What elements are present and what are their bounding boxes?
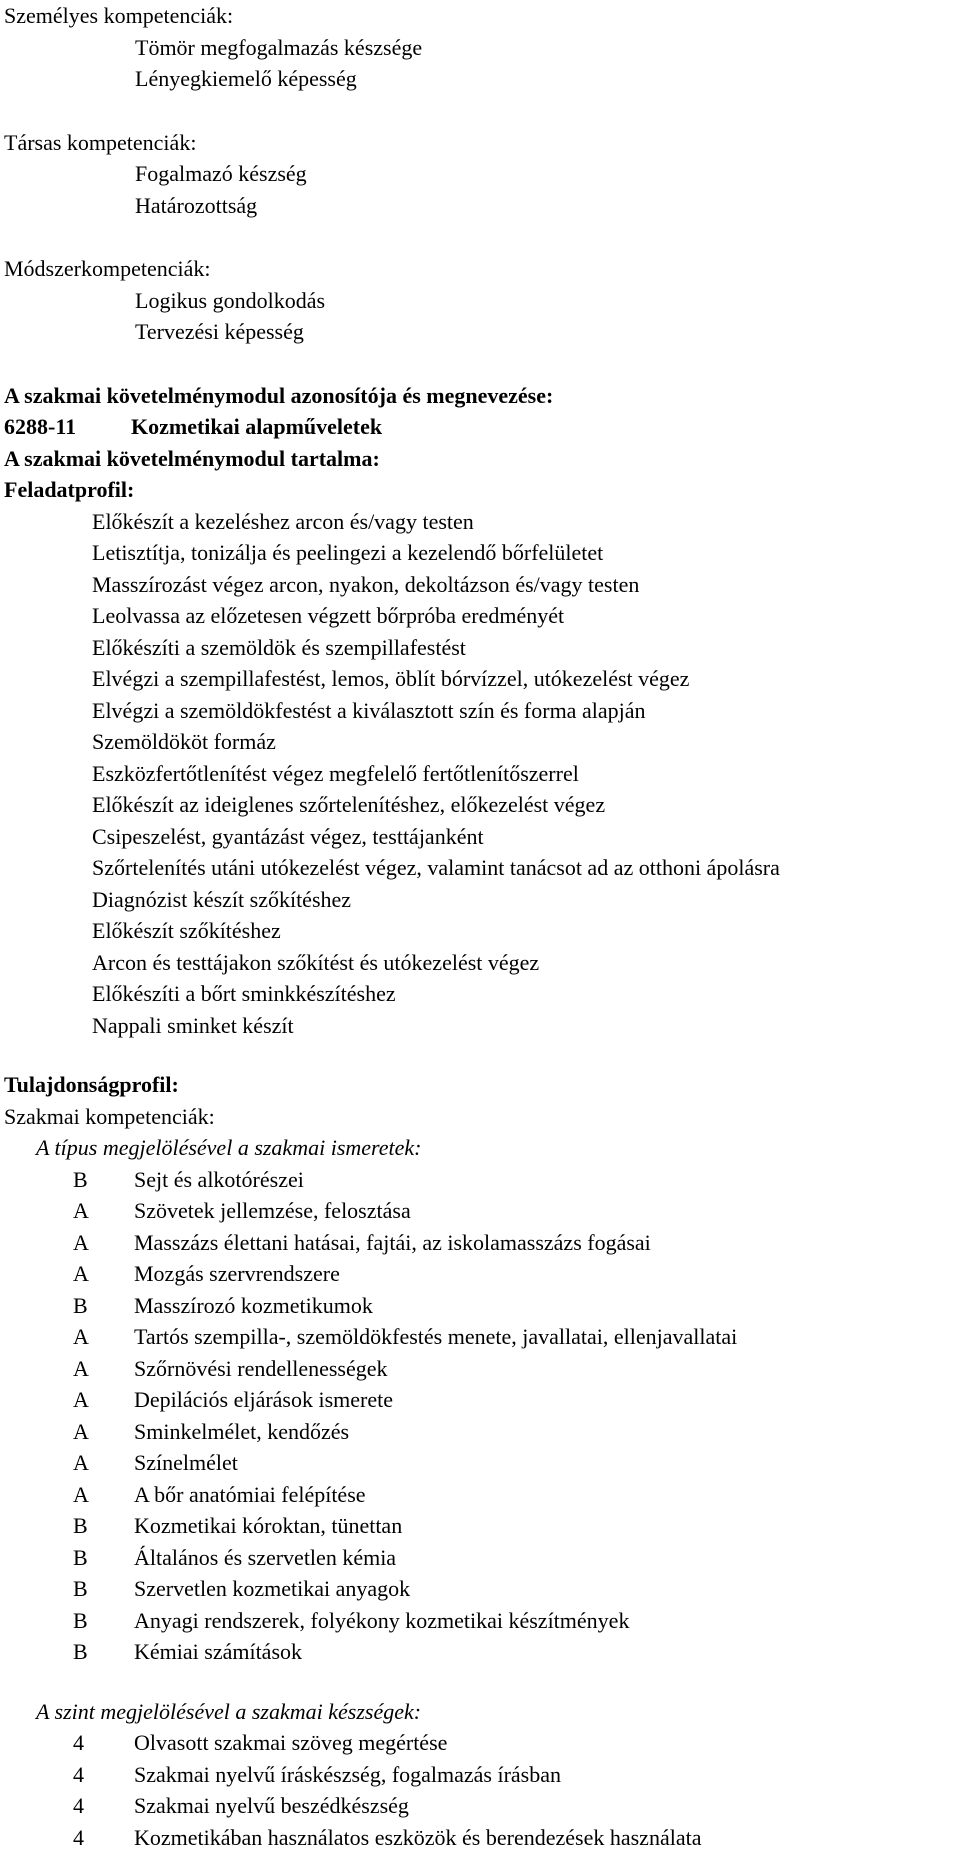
task-item: Előkészít az ideiglenes szőrtelenítéshez, előkezelést végez [92,792,606,817]
task-item: Leolvassa az előzetesen végzett bőrpróba eredményét [92,603,565,628]
skill-item [4,1790,954,1822]
knowledge-item [4,1605,954,1637]
task-list [4,506,954,1042]
personal-competencies [4,0,954,95]
module-content-heading: A szakmai követelménymodul tartalma: [4,445,380,471]
knowledge-heading: A típus megjelölésével a szakmai ismeretek: [36,1135,422,1160]
task-item: Diagnózist készít szőkítéshez [92,886,352,912]
skill-item [4,1727,954,1759]
knowledge-text: Sejt és alkotórészei [134,1166,304,1192]
task-item: Előkészíti a bőrt sminkkészítéshez [92,981,396,1006]
task-item: Nappali sminket készít [92,1012,294,1038]
type-mark: A [73,1198,89,1223]
knowledge-text: Sminkelmélet, kendőzés [134,1418,350,1444]
competency-item: Tömör megfogalmazás készsége [135,34,423,60]
knowledge-item [4,1227,954,1259]
task-item: Letisztítja, tonizálja és peelingezi a kezelendő bőrfelületet [92,540,604,565]
type-mark: B [73,1513,88,1538]
section-heading: Társas kompetenciák: [4,129,197,155]
competency-item: Tervezési képesség [135,319,304,344]
knowledge-text: Masszírozó kozmetikumok [134,1292,373,1318]
method-competencies [4,253,954,348]
knowledge-text: Szövetek jellemzése, felosztása [134,1198,411,1223]
knowledge-item [4,1384,954,1416]
knowledge-text: Színelmélet [134,1450,238,1475]
module-name: Kozmetikai alapműveletek [131,414,383,439]
task-item: Arcon és testtájakon szőkítést és utókezelést végez [92,949,540,975]
competency-item: Határozottság [135,192,258,218]
task-item: Csipeszelést, gyantázást végez, testtájanként [92,823,484,849]
social-competencies [4,127,954,222]
module-section [4,380,954,1042]
knowledge-item [4,1195,954,1227]
type-mark: B [73,1166,88,1192]
knowledge-item [4,1353,954,1385]
knowledge-item [4,1258,954,1290]
task-item: Elvégzi a szempillafestést, lemos, öblít bórvízzel, utókezelést végez [92,666,690,691]
skill-text: Olvasott szakmai szöveg megértése [134,1730,448,1755]
knowledge-text: Általános és szervetlen kémia [134,1544,397,1570]
level-mark: 4 [73,1761,84,1787]
knowledge-item [4,1164,954,1196]
knowledge-text: Tartós szempilla-, szemöldökfestés menete, javallatai, ellenjavallatai [134,1324,738,1349]
type-mark: A [73,1387,89,1412]
module-code: 6288-11 [4,414,77,439]
knowledge-text: Masszázs élettani hatásai, fajtái, az iskolamasszázs fogásai [134,1229,651,1255]
knowledge-item [4,1416,954,1448]
knowledge-text: A bőr anatómiai felépítése [134,1481,366,1507]
task-item: Masszírozást végez arcon, nyakon, dekoltázson és/vagy testen [92,571,640,597]
level-mark: 4 [73,1730,84,1755]
type-mark: B [73,1292,88,1318]
knowledge-text: Szervetlen kozmetikai anyagok [134,1576,411,1601]
document-page [4,0,954,1853]
knowledge-item [4,1447,954,1479]
knowledge-item [4,1321,954,1353]
level-mark: 4 [73,1824,84,1850]
section-heading: Személyes kompetenciák: [4,3,234,28]
type-mark: A [73,1324,89,1349]
type-mark: A [73,1450,89,1475]
knowledge-item [4,1510,954,1542]
knowledge-text: Depilációs eljárások ismerete [134,1387,394,1412]
type-mark: B [73,1544,88,1570]
type-mark: A [73,1261,89,1286]
competency-item: Logikus gondolkodás [135,287,326,313]
knowledge-item [4,1636,954,1668]
knowledge-item [4,1573,954,1605]
section-heading: Módszerkompetenciák: [4,256,211,281]
task-item: Elvégzi a szemöldökfestést a kiválasztott szín és forma alapján [92,697,646,723]
property-profile-heading: Tulajdonságprofil: [4,1072,179,1097]
task-item: Eszközfertőtlenítést végez megfelelő fertőtlenítőszerrel [92,760,579,786]
skill-text: Kozmetikában használatos eszközök és berendezések használata [134,1824,702,1850]
knowledge-item [4,1479,954,1511]
knowledge-item [4,1290,954,1322]
knowledge-text: Mozgás szervrendszere [134,1261,340,1286]
task-item: Szemöldököt formáz [92,729,276,754]
skills-list [4,1727,954,1853]
type-mark: A [73,1355,89,1381]
type-mark: A [73,1418,89,1444]
type-mark: B [73,1607,88,1633]
knowledge-text: Anyagi rendszerek, folyékony kozmetikai készítmények [134,1607,630,1633]
task-item: Szőrtelenítés utáni utókezelést végez, valamint tanácsot ad az otthoni ápolásra [92,855,780,880]
level-mark: 4 [73,1793,84,1818]
type-mark: A [73,1481,89,1507]
module-id-heading: A szakmai követelménymodul azonosítója és megnevezése: [4,382,554,408]
task-item: Előkészít szőkítéshez [92,918,281,943]
type-mark: B [73,1576,88,1601]
competency-item: Lényegkiemelő képesség [135,66,357,91]
knowledge-text: Kozmetikai kóroktan, tünettan [134,1513,403,1538]
skill-item [4,1822,954,1854]
module-title [4,411,954,443]
type-mark: B [73,1639,88,1664]
skill-text: Szakmai nyelvű íráskészség, fogalmazás írásban [134,1761,562,1787]
task-item: Előkészíti a szemöldök és szempillafestést [92,634,466,660]
knowledge-text: Szőrnövési rendellenességek [134,1355,388,1381]
skill-text: Szakmai nyelvű beszédkészség [134,1793,409,1818]
type-mark: A [73,1229,89,1255]
professional-competencies-heading: Szakmai kompetenciák: [4,1103,215,1129]
knowledge-item [4,1542,954,1574]
skills-heading: A szint megjelölésével a szakmai készségek: [36,1698,422,1724]
knowledge-text: Kémiai számítások [134,1639,303,1664]
task-profile-heading: Feladatprofil: [4,477,135,502]
property-profile [4,1069,954,1853]
knowledge-list [4,1164,954,1668]
competency-item: Fogalmazó készség [135,161,307,186]
task-item: Előkészít a kezeléshez arcon és/vagy testen [92,508,474,534]
skill-item [4,1759,954,1791]
